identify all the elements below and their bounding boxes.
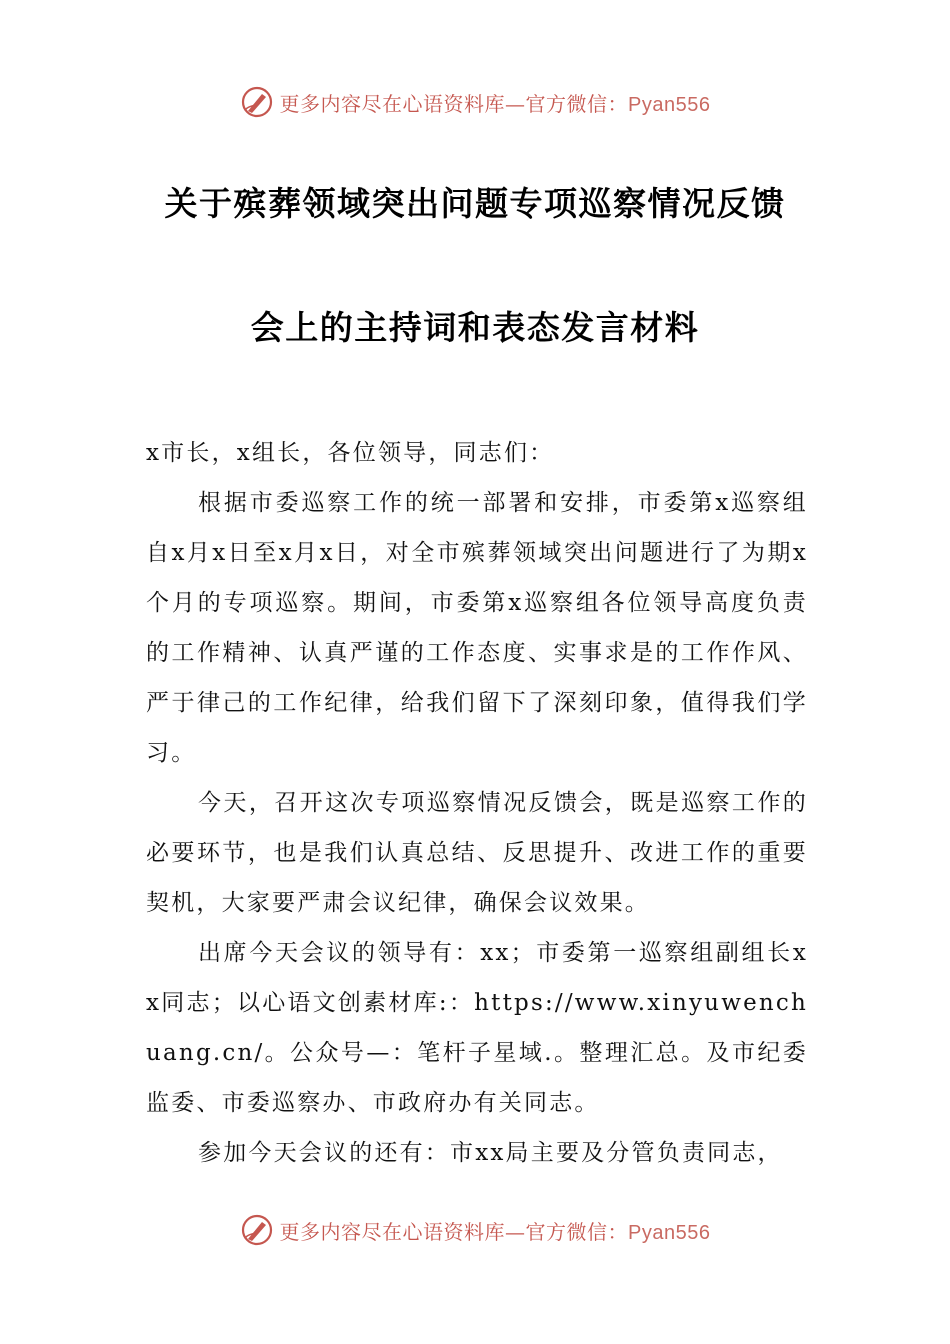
body-paragraph: 今天，召开这次专项巡察情况反馈会，既是巡察工作的必要环节，也是我们认真总结、反思提升、改进工作的重要契机，大家要严肃会议纪律，确保会议效果。 bbox=[146, 790, 808, 916]
footer-watermark bbox=[0, 1210, 950, 1250]
salutation-paragraph: x市长，x组长，各位领导，同志们： bbox=[146, 440, 555, 466]
document-title-line-2: 会上的主持词和表态发言材料 bbox=[250, 308, 700, 347]
body-paragraph: 参加今天会议的还有：市xx局主要及分管负责同志， bbox=[198, 1140, 783, 1166]
pen-logo-icon bbox=[240, 85, 274, 119]
document-title-line-1: 关于殡葬领域突出问题专项巡察情况反馈 bbox=[164, 184, 786, 223]
watermark-text: 更多内容尽在心语资料库—官方微信：Pyan556 bbox=[279, 91, 711, 116]
body-paragraph: 出席今天会议的领导有：xx；市委第一巡察组副组长xx同志；以心语文创素材库:：https://www.xinyuwenchuang.cn/。公众号—：笔杆子星域.。整理汇总。及市纪委监委、市委巡察办、市政府办有关同志。 bbox=[146, 940, 808, 1116]
watermark-text: 更多内容尽在心语资料库—官方微信：Pyan556 bbox=[279, 1219, 711, 1244]
pen-logo-icon bbox=[240, 1213, 274, 1247]
header-watermark bbox=[0, 82, 950, 122]
document-body bbox=[146, 428, 808, 1178]
body-paragraph: 根据市委巡察工作的统一部署和安排，市委第x巡察组自x月x日至x月x日，对全市殡葬领域突出问题进行了为期x个月的专项巡察。期间，市委第x巡察组各位领导高度负责的工作精神、认真严谨的工作态度、实事求是的工作作风、严于律己的工作纪律，给我们留下了深刻印象，值得我们学习。 bbox=[146, 490, 808, 766]
